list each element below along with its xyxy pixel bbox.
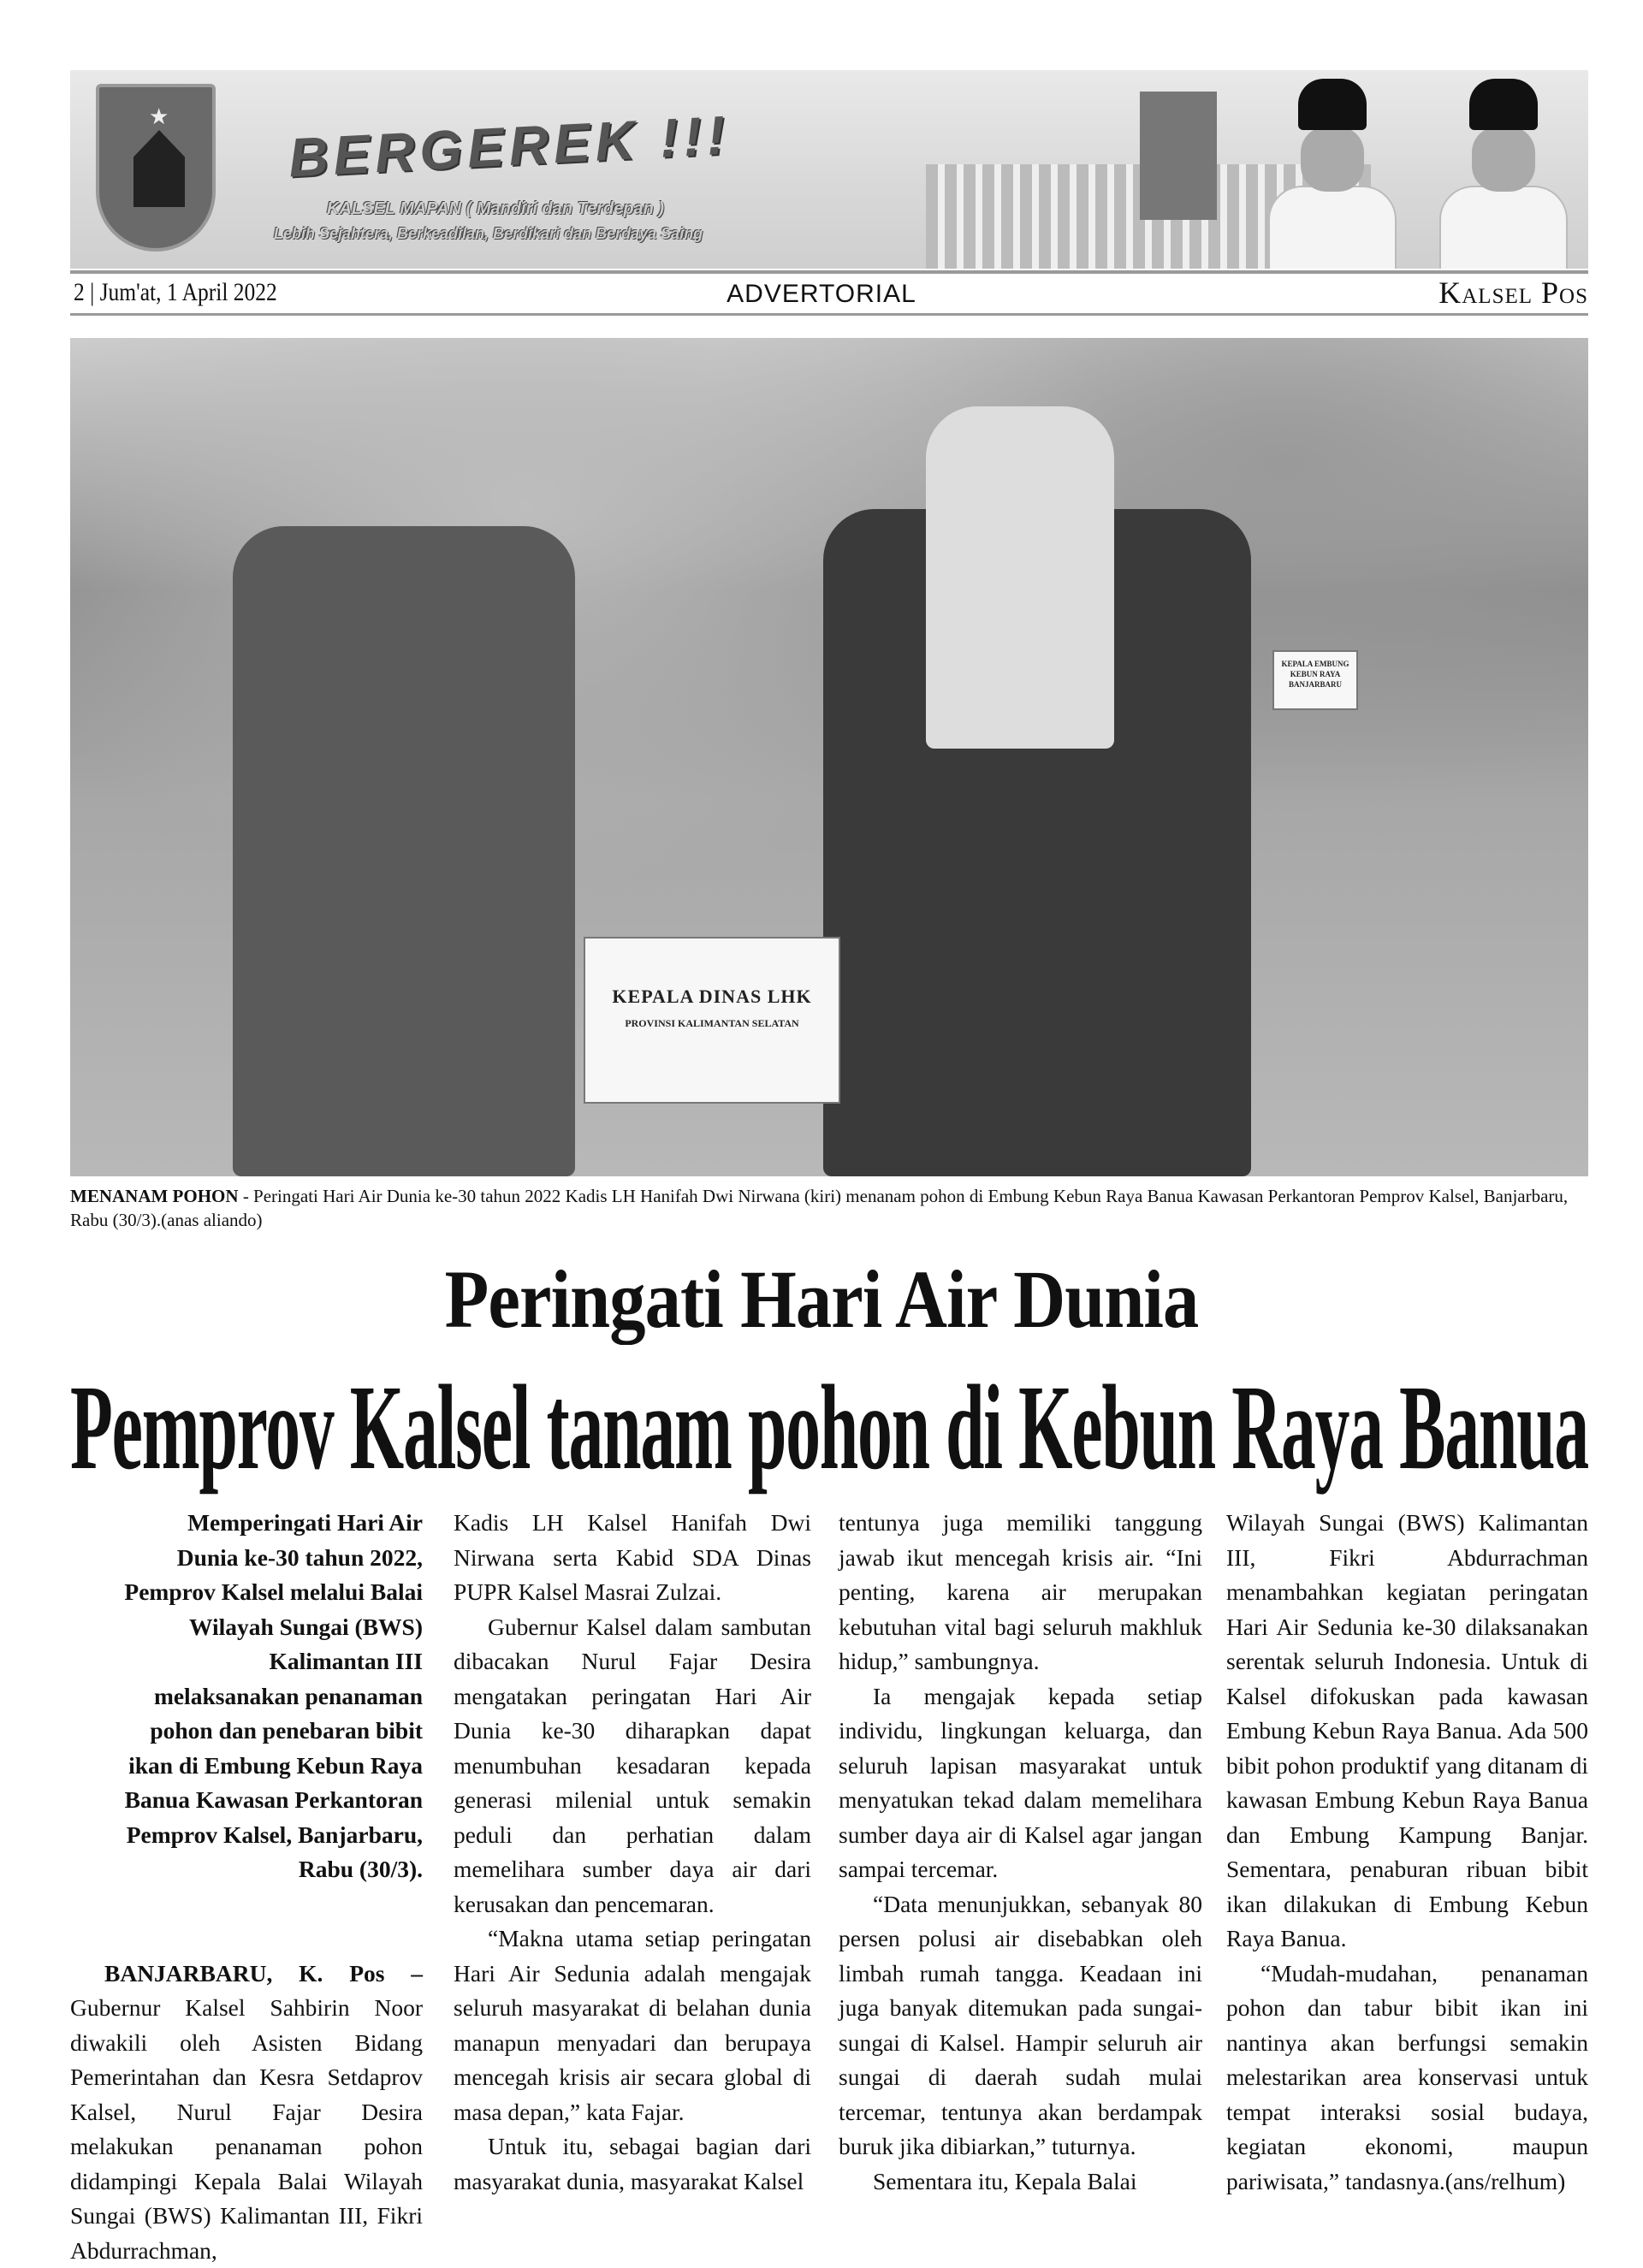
- article-column-3: [839, 1506, 1202, 2199]
- headline-kicker: Peringati Hari Air Dunia: [444, 1253, 1199, 1345]
- governor-portrait: [1260, 79, 1405, 269]
- article-paragraph: Untuk itu, sebagai bagian dari masyarakat dunia, masyarakat Kalsel: [454, 2133, 811, 2194]
- article-paragraph: Ia mengajak kepada setiap individu, lingkungan keluarga, dan seluruh lapisan masyarakat untuk menyatukan tekad dalam memelihara sumber daya air di Kalsel agar jangan sampai tercemar.: [839, 1682, 1202, 1882]
- header-banner: [70, 70, 1588, 269]
- section-label: ADVERTORIAL: [727, 280, 916, 308]
- page-dateline: 2 | Jum'at, 1 April 2022: [74, 278, 277, 306]
- divider: [70, 313, 1588, 316]
- article-paragraph: Wilayah Sungai (BWS) Kalimantan III, Fikri Abdurrachman menambahkan kegiatan peringatan Hari Air Sedunia ke-30 dilaksanakan serentak seluruh Indonesia. Untuk di Kalsel difokuskan pada kawasan Embung Kebun Raya Banua. Ada 500 bibit pohon produktif yang ditanam di kawasan Embung Kebun Raya Banua dan Embung Kampung Banjar. Sementara, penaburan ribuan bibit ikan dilakukan di Embung Kebun Raya Banua.: [1226, 1509, 1588, 1951]
- plant-sign: [584, 937, 840, 1104]
- banner-tagline: KALSEL MAPAN ( Mandiri dan Terdepan ): [327, 199, 665, 218]
- article-paragraph: Gubernur Kalsel dalam sambutan dibacakan Nurul Fajar Desira mengatakan peringatan Hari Air Dunia ke-30 diharapkan dapat menumbuhan kesadaran kepada generasi milenial untuk semakin peduli dan perhatian dalam memelihara sumber daya air dari kerusakan dan pencemaran.: [454, 1613, 811, 1917]
- article-dateline: BANJARBARU, K. Pos –: [104, 1959, 423, 1987]
- star-icon: ★: [149, 104, 169, 129]
- article-paragraph: tentunya juga memiliki tanggung jawab ikut mencegah krisis air. “Ini penting, karena air merupakan kebutuhan vital bagi seluruh makhluk hidup,” sambungnya.: [839, 1509, 1202, 1674]
- article-column-2: [454, 1506, 811, 2199]
- person-figure: [233, 526, 575, 1176]
- article-paragraph: “Data menunjukkan, sebanyak 80 persen polusi air disebabkan oleh limbah rumah tangga. Keadaan ini juga banyak ditemukan pada sungai-sungai di Kalsel. Hampir seluruh air sungai di daerah sudah mulai tercemar, tentunya akan berdampak buruk jika dibiarkan,” tuturnya.: [839, 1890, 1202, 2159]
- caption-label: MENANAM POHON: [70, 1186, 239, 1206]
- article-paragraph: “Mudah-mudahan, penanaman pohon dan tabur bibit ikan ini nantinya akan berfungsi semakin melestarikan area konservasi untuk tempat interaksi sosial budaya, kegiatan ekonomi, maupun pariwisata,” tandasnya.(ans/relhum): [1226, 1959, 1588, 2194]
- banner-subtagline: Lebih Sejahtera, Berkeadilan, Berdikari dan Berdaya Saing: [274, 225, 703, 242]
- article-paragraph: “Makna utama setiap peringatan Hari Air Sedunia adalah mengajak seluruh masyarakat di belahan dunia manapun menyadari dan berupaya mencegah krisis air secara global di masa depan,” kata Fajar.: [454, 1925, 811, 2125]
- article-column-4: [1226, 1506, 1588, 2199]
- masthead-logo: Kalsel Pos: [1438, 275, 1588, 310]
- caption-text: - Peringati Hari Air Dunia ke-30 tahun 2022 Kadis LH Hanifah Dwi Nirwana (kiri) menanam pohon di Embung Kebun Raya Banua Kawasan Perkantoran Pemprov Kalsel, Banjarbaru, Rabu (30/3).(anas aliando): [70, 1186, 1569, 1230]
- article-paragraph: Kadis LH Kalsel Hanifah Dwi Nirwana serta Kabid SDA Dinas PUPR Kalsel Masrai Zulzai.: [454, 1509, 811, 1605]
- banner-slogan: BERGEREK !!!: [287, 104, 732, 189]
- article-lead: Memperingati Hari Air Dunia ke-30 tahun 2022, Pemprov Kalsel melalui Balai Wilayah Sungai (BWS) Kalimantan III melaksanakan penanaman pohon dan penebaran bibit ikan di Embung Kebun Raya Banua Kawasan Perkantoran Pemprov Kalsel, Banjarbaru, Rabu (30/3).: [124, 1509, 423, 1882]
- article-photo: [70, 338, 1588, 1176]
- province-crest-logo: [96, 84, 216, 252]
- article-paragraph: Gubernur Kalsel Sahbirin Noor diwakili oleh Asisten Bidang Pemerintahan dan Kesra Setdaprov Kalsel, Nurul Fajar Desira melakukan penanaman pohon didampingi Kepala Balai Wilayah Sungai (BWS) Kalimantan III, Fikri Abdurrachman,: [70, 1994, 423, 2264]
- sign-subtitle: PROVINSI KALIMANTAN SELATAN: [625, 1017, 799, 1029]
- article-paragraph: Sementara itu, Kepala Balai: [873, 2167, 1137, 2194]
- photo-caption: [70, 1184, 1588, 1232]
- divider: [70, 270, 1588, 274]
- vice-governor-portrait: [1431, 79, 1576, 269]
- article-column-1: [70, 1506, 423, 2268]
- tower-image: [1140, 92, 1217, 220]
- plant-sign: KEPALA EMBUNG KEBUN RAYA BANJARBARU: [1272, 650, 1358, 710]
- headline-title: Pemprov Kalsel tanam pohon di Kebun Raya Banua: [70, 1359, 1589, 1495]
- sign-title: KEPALA DINAS LHK: [612, 986, 812, 1007]
- person-figure: [926, 406, 1114, 749]
